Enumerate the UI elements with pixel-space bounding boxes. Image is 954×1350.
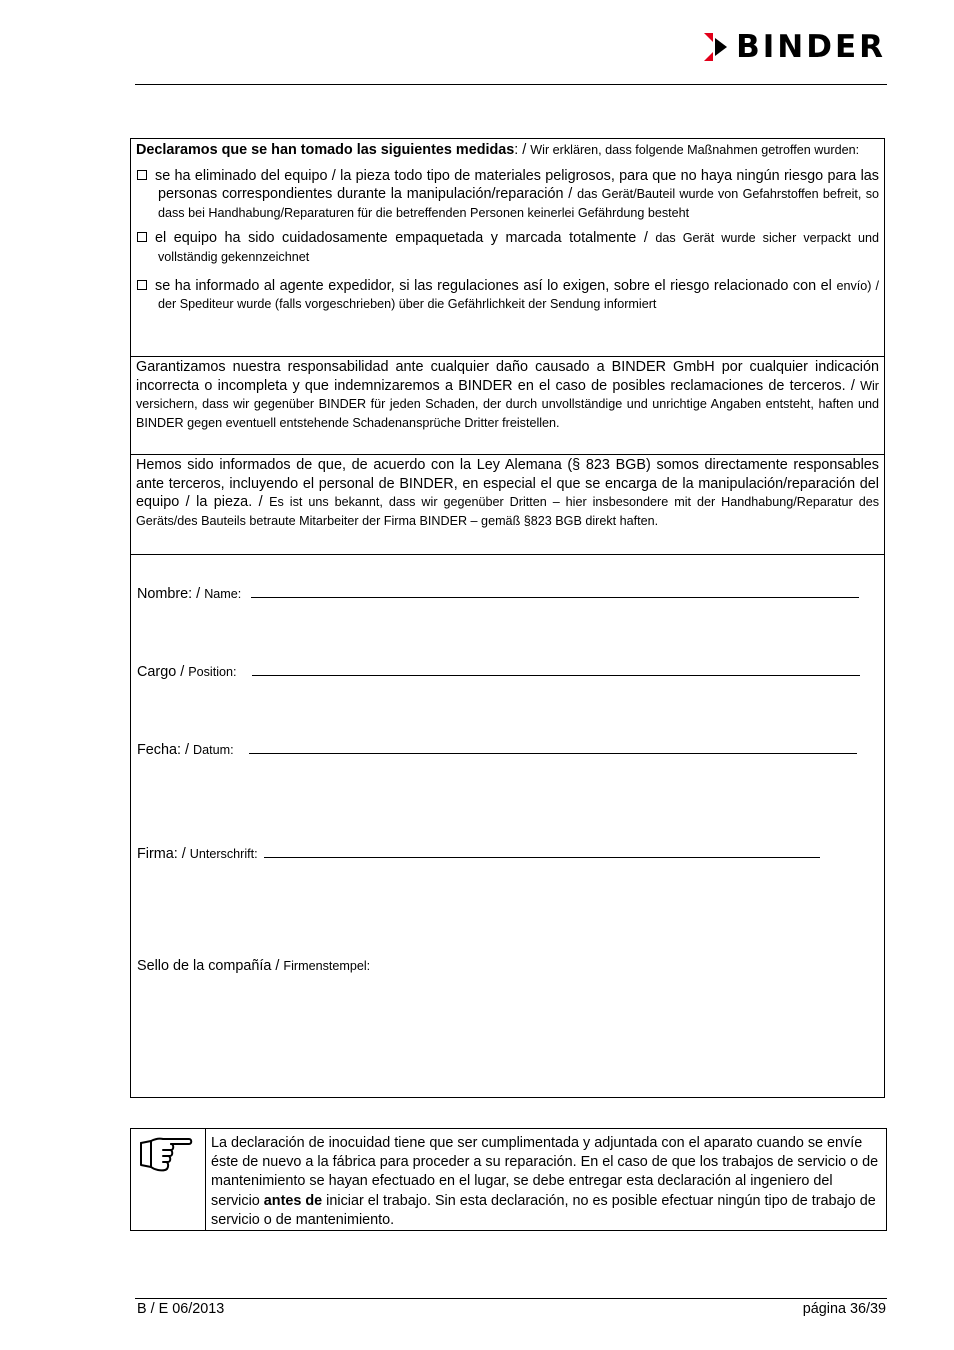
name-label: Nombre: / xyxy=(137,586,201,602)
responsibility-section xyxy=(131,358,884,432)
signature-label: Firma: / xyxy=(137,846,186,862)
pointing-hand-icon xyxy=(137,1133,195,1177)
responsibility-text-de: Wir versichern, dass wir gegenüber BINDER für jeden Schaden, der durch unvollständige und unrichtige Angaben entsteht, haften und BINDER gegen eventuell entstehende Schadenansprüche Dritter freistellen. xyxy=(136,378,880,430)
header-divider xyxy=(135,84,887,85)
measure-item-hazardous-removed: se ha eliminado del equipo / la pieza todo tipo de materiales peligrosos, para que no haya ningún riesgo para las personas correspondientes durante la manipulación/reparación / das Gerät/Bauteil wurde von Gefahrstoffen befreit, so dass bei Handhabung/Reparaturen für die betreffenden Personen keinerlei Gefährdung besteht xyxy=(136,167,879,223)
repair-note-text: La declaración de inocuidad tiene que ser cumplimentada y adjuntada con el aparato cuando se envíe éste de nuevo a la fábrica para proceder a su reparación. En el caso de que los trabajos de servicio o de mantenimiento se hayan efectuado en el lugar, se debe entregar esta declaración al ingeniero del servicio antes de iniciar el trabajo. Sin esta declaración, no es posible efectuar ningún tipo de trabajo de servicio o de mantenimiento. xyxy=(211,1135,879,1228)
checkbox-icon[interactable] xyxy=(137,280,147,290)
name-input-line[interactable] xyxy=(251,585,859,598)
repair-note-box xyxy=(130,1128,887,1231)
date-label: Fecha: / xyxy=(137,742,189,758)
measure-item-forwarder-informed: se ha informado al agente expedidor, si las regulaciones así lo exigen, sobre el riesgo relacionado con el envío) / der Spediteur wurde (falls vorgeschrieben) über die Gefährlichkeit der Sendung informiert xyxy=(136,277,879,314)
position-label: Cargo / xyxy=(137,664,185,680)
date-field: Fecha: / Datum: xyxy=(137,741,857,759)
signature-input-line[interactable] xyxy=(264,845,820,858)
name-field: Nombre: / Name: xyxy=(137,585,859,603)
page-number: página 36/39 xyxy=(802,1301,886,1317)
company-stamp-field: Sello de la compañía / Firmenstempel: xyxy=(137,958,371,974)
section-divider xyxy=(131,454,884,455)
declaration-form xyxy=(130,138,885,1098)
measure-item-packed: el equipo ha sido cuidadosamente empaquetada y marcada totalmente / das Gerät wurde sicher verpackt und vollständig gekennzeichnet xyxy=(136,229,879,266)
liability-section xyxy=(131,456,884,530)
position-field: Cargo / Position: xyxy=(137,663,860,681)
document-version: B / E 06/2013 xyxy=(137,1301,225,1317)
signature-field: Firma: / Unterschrift: xyxy=(137,845,820,863)
section-divider xyxy=(131,356,884,357)
binder-logo-mark-icon xyxy=(702,30,732,64)
liability-text-de: Es ist uns bekannt, dass wir gegenüber Dritten – hier insbesondere mit der Handhabung/Reparatur des Geräts/des Bauteils betraute Mitarbeiter der Firma BINDER – gemäß §823 BGB direkt haften. xyxy=(136,495,880,528)
section-divider xyxy=(131,554,884,555)
stamp-label: Sello de la compañía / xyxy=(137,958,280,974)
footer-divider xyxy=(135,1298,887,1299)
liability-text-es: Hemos sido informados de que, de acuerdo con la Ley Alemana (§ 823 BGB) somos directamente responsables ante terceros, incluyendo el personal de BINDER, en especial el que se encarga de la manipulación/reparación del equipo / la pieza. / xyxy=(136,457,879,511)
checkbox-icon[interactable] xyxy=(137,170,147,180)
date-input-line[interactable] xyxy=(249,741,857,754)
measures-heading: Declaramos que se han tomado las siguientes medidas: / Wir erklären, dass folgende Maßnahmen getroffen wurden: xyxy=(136,142,860,158)
brand-name: BINDER xyxy=(736,28,886,65)
position-input-line[interactable] xyxy=(252,663,860,676)
binder-logo xyxy=(702,30,886,64)
measures-section xyxy=(131,141,884,314)
checkbox-icon[interactable] xyxy=(137,232,147,242)
responsibility-text-es: Garantizamos nuestra responsabilidad ante cualquier daño causado a BINDER GmbH por cualquier indicación incorrecta o incompleta y que indemnizaremos a BINDER en el caso de posibles reclamaciones de terceros. / xyxy=(136,359,879,394)
